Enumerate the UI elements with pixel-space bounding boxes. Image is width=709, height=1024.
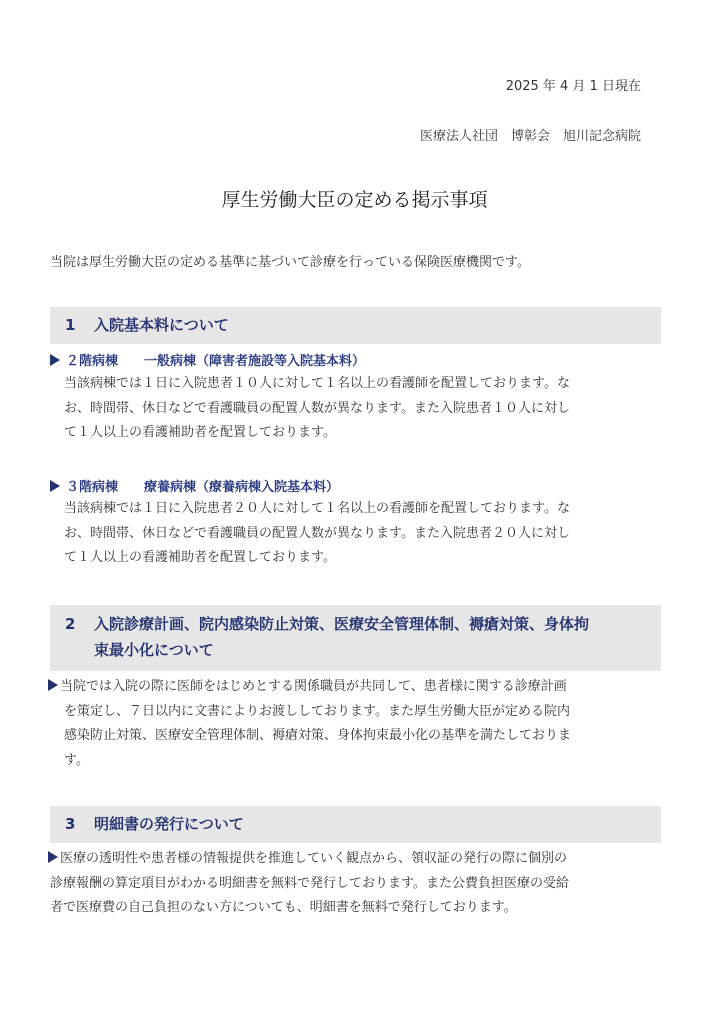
text-line: す。: [64, 752, 89, 768]
text-line: 感染防止対策、医療安全管理体制、褥瘡対策、身体拘束最小化の基準を満たしておりま: [64, 728, 572, 743]
ward-3-description: [64, 497, 570, 571]
section-2-body: [48, 675, 571, 773]
section-1-heading: [50, 307, 661, 344]
ward-3-label: ３階病棟 療養病棟（療養病棟入院基本料）: [66, 480, 340, 495]
text-line: 者で医療費の自己負担のない方についても、明細書を無料で発行しております。: [50, 900, 517, 915]
section-3-heading: [50, 806, 661, 843]
section-title-line: 入院診療計画、院内感染防止対策、医療安全管理体制、褥瘡対策、身体拘: [94, 615, 590, 633]
organization-name: 医療法人社団 博彰会 旭川記念病院: [419, 129, 641, 144]
text-line: 診療報酬の算定項目がわかる明細書を無料で発行しております。また公費負担医療の受給: [50, 875, 569, 891]
text-line: 当院では入院の際に医師をはじめとする関係職員が共同して、患者様に関する診療計画: [60, 679, 567, 694]
ward-2-heading: [50, 350, 365, 369]
section-title: 入院基本料について: [94, 316, 229, 334]
text-line: 当該病棟では１日に入院患者２０人に対して１名以上の看護師を配置しております。な: [64, 501, 570, 516]
section-title: 明細書の発行について: [94, 815, 244, 833]
section-3-body: [48, 847, 569, 921]
section-title-line: 束最小化について: [94, 641, 214, 659]
text-line: お、時間帯、休日などで看護職員の配置人数が異なります。また入院患者２０人に対し: [64, 525, 570, 541]
section-number: 3: [65, 815, 76, 833]
triangle-bullet-icon: [48, 851, 58, 863]
text-line: を策定し、７日以内に文書によりお渡ししております。また厚生労働大臣が定める院内: [64, 703, 570, 719]
ward-2-label: ２階病棟 一般病棟（障害者施設等入院基本料）: [66, 354, 366, 369]
issue-date: 2025 年 4 月 1 日現在: [505, 79, 641, 94]
triangle-bullet-icon: [48, 679, 58, 691]
triangle-bullet-icon: [50, 480, 60, 492]
section-2-heading: [50, 605, 661, 671]
intro-text: 当院は厚生労働大臣の定める基準に基づいて診療を行っている保険医療機関です。: [50, 255, 530, 270]
section-number: 1: [65, 316, 76, 334]
page-title: 厚生労働大臣の定める掲示事項: [221, 189, 488, 211]
ward-2-description: [64, 372, 570, 446]
section-number: 2: [65, 615, 76, 633]
text-line: て１人以上の看護補助者を配置しております。: [64, 425, 336, 440]
text-line: 当該病棟では１日に入院患者１０人に対して１名以上の看護師を配置しております。な: [64, 376, 570, 391]
text-line: お、時間帯、休日などで看護職員の配置人数が異なります。また入院患者１０人に対し: [64, 400, 570, 416]
text-line: 医療の透明性や患者様の情報提供を推進していく観点から、領収証の発行の際に個別の: [60, 851, 568, 866]
ward-3-heading: [50, 476, 339, 495]
text-line: て１人以上の看護補助者を配置しております。: [64, 550, 336, 565]
triangle-bullet-icon: [50, 354, 60, 366]
